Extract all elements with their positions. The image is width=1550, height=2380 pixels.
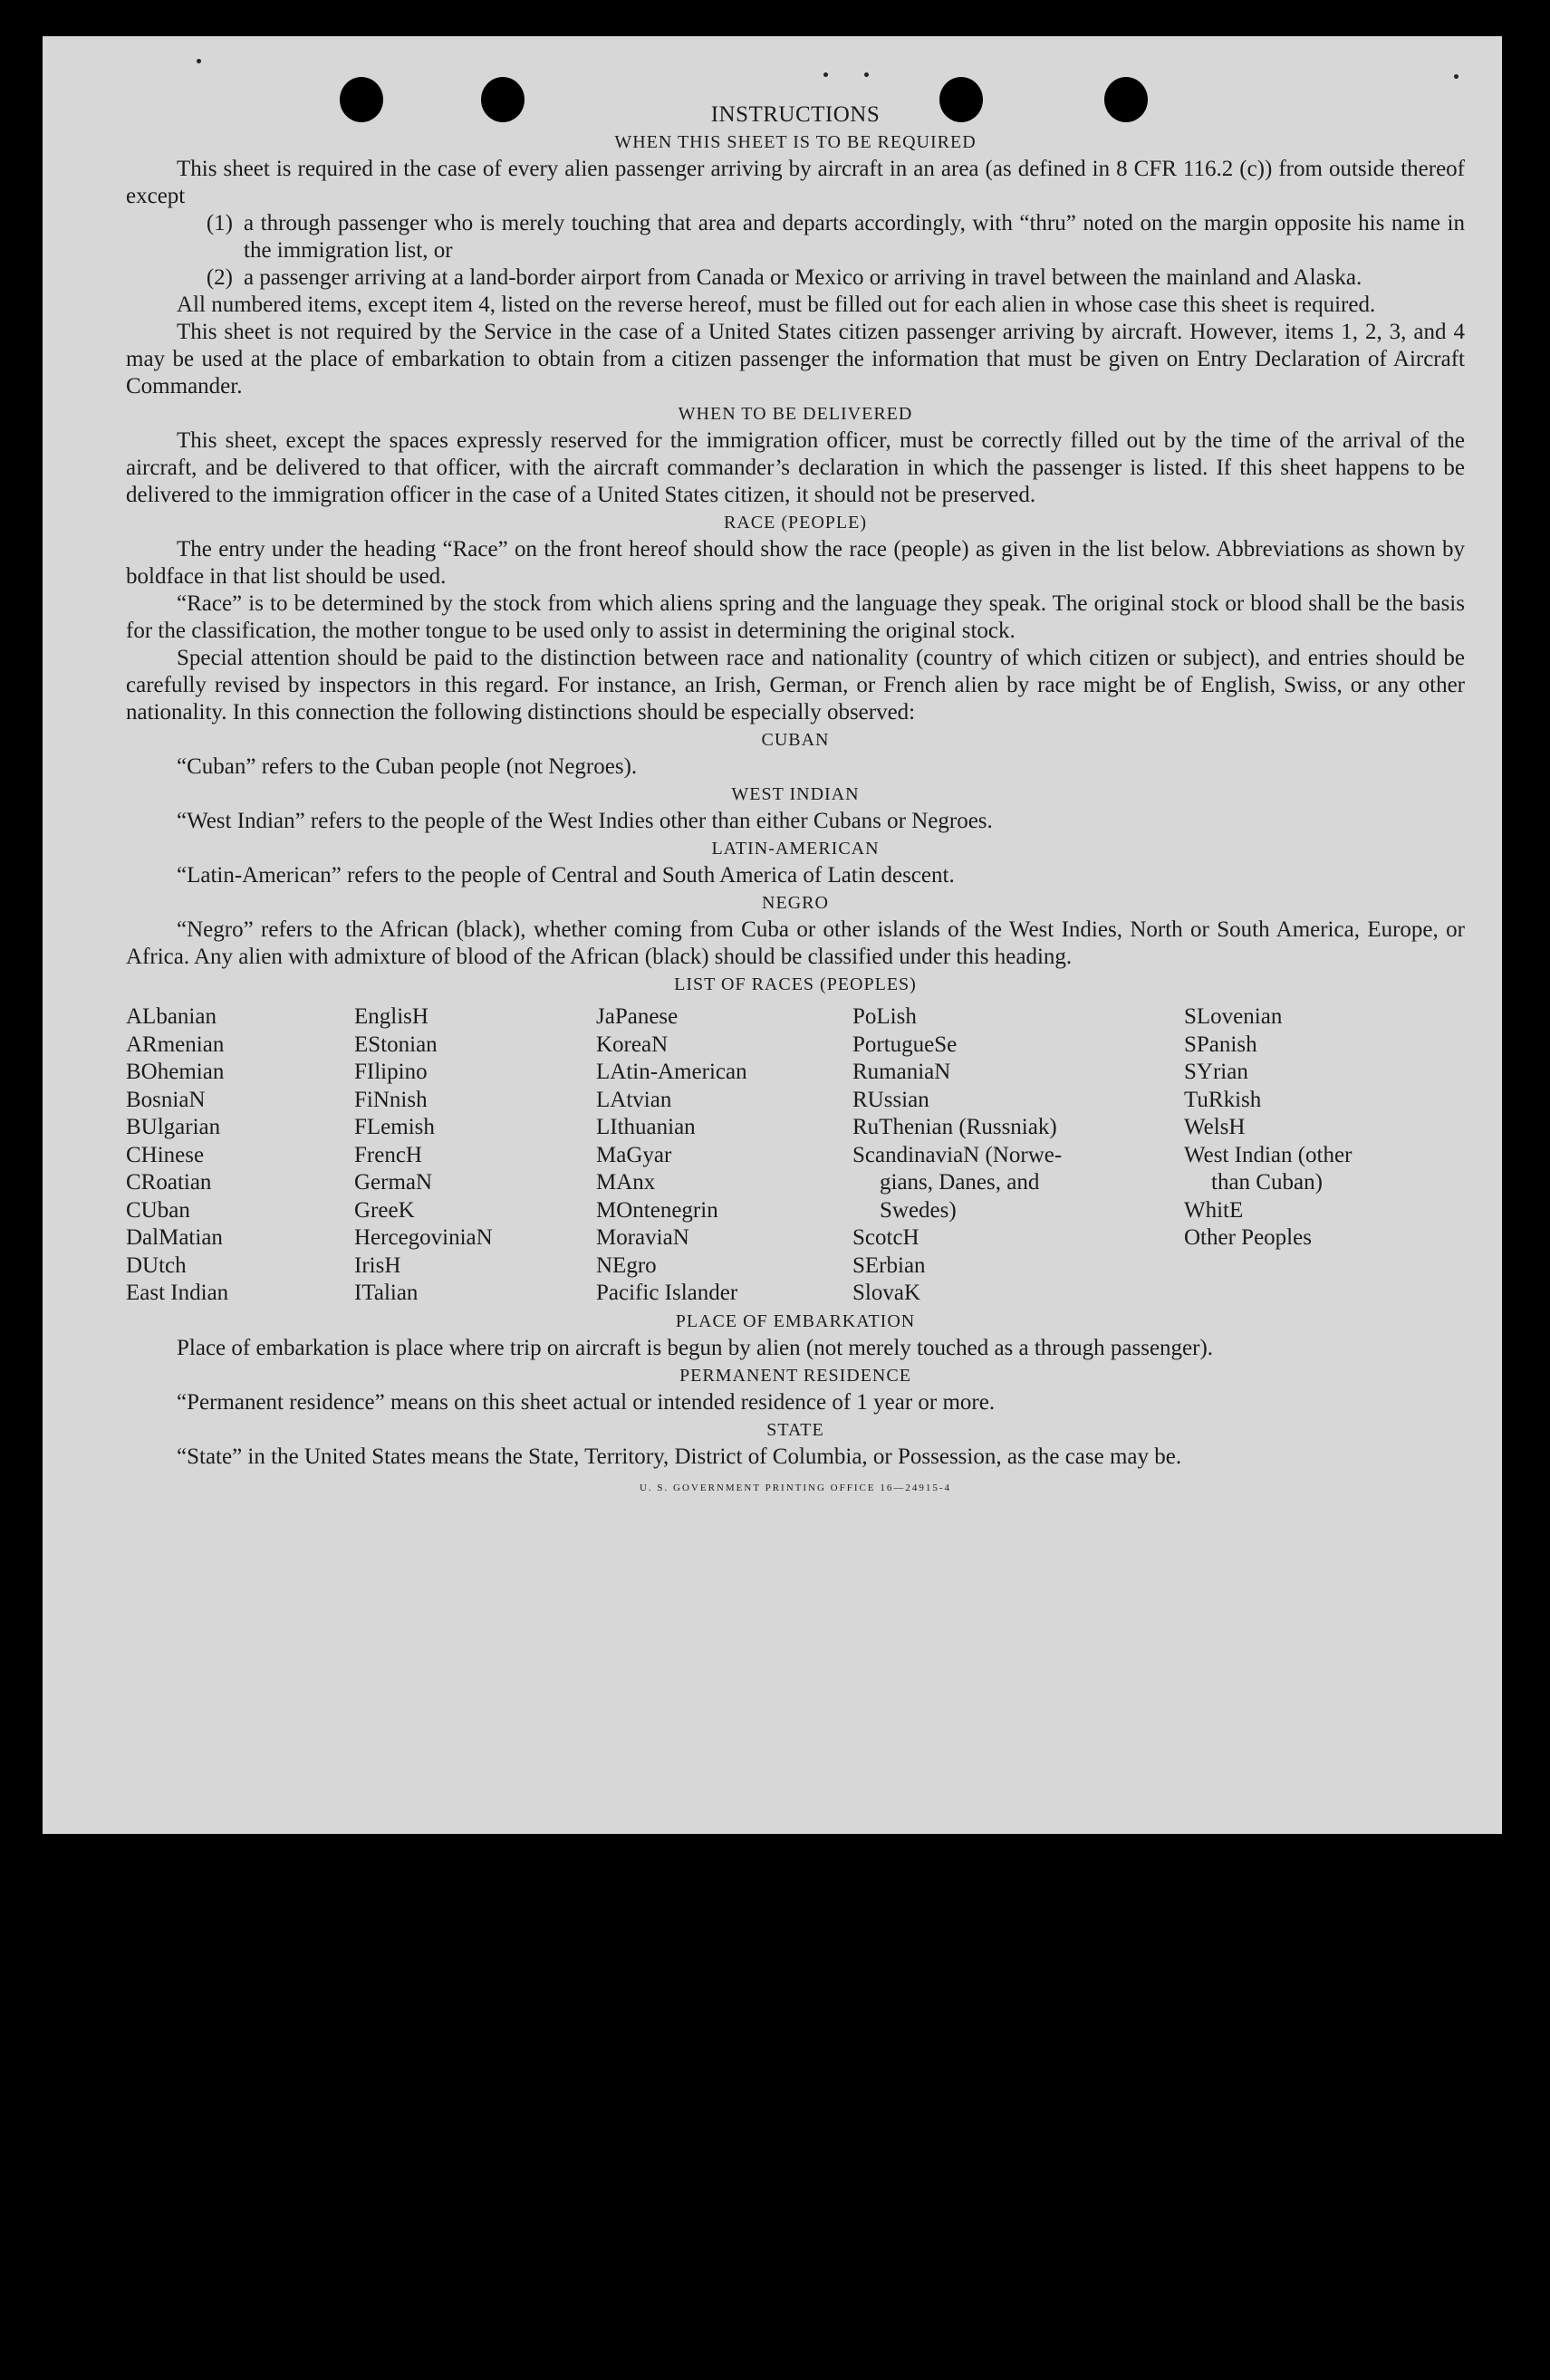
dust-speck [864, 72, 869, 77]
race-entry: PortugueSe [852, 1032, 958, 1057]
race-entry: MOntenegrin [596, 1197, 718, 1223]
race-entry: KoreaN [596, 1032, 669, 1057]
race-entry: WhitE [1184, 1197, 1244, 1223]
race-entry: CHinese [126, 1142, 205, 1167]
paragraph: “Negro” refers to the African (black), whether coming from Cuba or other islands of the West Indies, North or South America, Europe, or Africa. Any alien with admixture of blood of the African (black) should be classified under this heading. [126, 917, 1465, 969]
instructions-body [126, 101, 1465, 1502]
race-entry: FLemish [354, 1115, 435, 1139]
races-column [126, 1003, 354, 1308]
paragraph: Special attention should be paid to the distinction between race and nationality (country of which citizen or subject), and entries should be carefully revised by inspectors in this regard. For instance, an Irish, German, or French alien by race might be of English, Swiss, or any other nationality. In this connection the following distinctions should be especially observed: [126, 646, 1465, 725]
race-entry: DalMatian [126, 1225, 223, 1250]
races-column [596, 1003, 852, 1308]
race-entry: Pacific Islander [596, 1281, 738, 1305]
list-item [126, 210, 1465, 264]
item-text: a through passenger who is merely touching that area and departs accordingly, with “thru” noted on the margin opposite his name in the immigration list, or [244, 211, 1465, 263]
race-entry: LIthuanian [596, 1115, 696, 1139]
race-entry: GermaN [354, 1170, 433, 1195]
race-entry: TuRkish [1184, 1087, 1262, 1112]
heading-place-of-embarkation: PLACE OF EMBARKATION [675, 1310, 916, 1331]
race-entry: Swedes) [880, 1197, 957, 1223]
race-entry: SLovenian [1184, 1004, 1283, 1029]
heading-west-indian: WEST INDIAN [731, 784, 860, 804]
race-entry: RuThenian (Russniak) [852, 1115, 1057, 1139]
heading-state: STATE [766, 1419, 824, 1440]
race-entry: Other Peoples [1184, 1225, 1312, 1250]
races-column [852, 1003, 1184, 1308]
race-entry: SErbian [852, 1252, 926, 1278]
race-entry: MAnx [596, 1170, 656, 1195]
race-entry: ScotcH [852, 1225, 919, 1250]
race-entry: JaPanese [596, 1004, 679, 1029]
races-list [126, 1003, 1465, 1308]
race-entry: LAtin-American [596, 1060, 747, 1084]
paragraph: The entry under the heading “Race” on the front hereof should show the race (people) as given in the list below. Abbreviations as shown by boldface in that list should be used. [126, 537, 1465, 589]
race-entry: FIlipino [354, 1060, 428, 1084]
race-entry: EnglisH [354, 1004, 428, 1029]
race-entry: DUtch [126, 1252, 187, 1278]
race-entry: SlovaK [852, 1281, 920, 1305]
race-entry: BUlgarian [126, 1115, 221, 1139]
page-title: INSTRUCTIONS [710, 102, 881, 127]
paragraph: “West Indian” refers to the people of the West Indies other than either Cubans or Negroes. [177, 809, 993, 833]
race-entry: West Indian (other [1184, 1142, 1353, 1167]
race-entry: NEgro [596, 1252, 657, 1278]
heading-latin-american: LATIN-AMERICAN [711, 839, 880, 859]
race-entry: East Indian [126, 1281, 229, 1305]
race-entry: BOhemian [126, 1060, 225, 1084]
dust-speck [197, 59, 201, 63]
paragraph: “State” in the United States means the State, Territory, District of Columbia, or Possession, as the case may be. [177, 1444, 1182, 1469]
paragraph: “Cuban” refers to the Cuban people (not Negroes). [177, 754, 638, 779]
paragraph: “Permanent residence” means on this sheet actual or intended residence of 1 year or more. [177, 1389, 996, 1415]
race-entry: ITalian [354, 1281, 419, 1305]
race-entry: FiNnish [354, 1087, 428, 1112]
race-entry: MaGyar [596, 1142, 672, 1167]
race-entry: HercegoviniaN [354, 1225, 493, 1250]
item-number: (2) [206, 265, 233, 290]
race-entry: ARmenian [126, 1032, 225, 1057]
race-entry: SYrian [1184, 1060, 1248, 1084]
paragraph: This sheet is not required by the Service in the case of a United States citizen passenger arriving by aircraft. However, items 1, 2, 3, and 4 may be used at the place of embarkation to obtain from a citizen passenger the information that must be given on Entry Declaration of Aircraft Commander. [126, 320, 1465, 398]
paragraph: “Race” is to be determined by the stock from which aliens spring and the language they speak. The original stock or blood shall be the basis for the classification, the mother tongue to be used only to assist in determining the original stock. [126, 591, 1465, 643]
race-entry: WelsH [1184, 1115, 1246, 1139]
paragraph: This sheet is required in the case of every alien passenger arriving by aircraft in an area (as defined in 8 CFR 116.2 (c)) from outside thereof except [126, 157, 1465, 208]
heading-when-required: WHEN THIS SHEET IS TO BE REQUIRED [614, 132, 977, 152]
race-entry: MoraviaN [596, 1225, 689, 1250]
race-entry: IrisH [354, 1252, 401, 1278]
paragraph: “Latin-American” refers to the people of Central and South America of Latin descent. [177, 863, 955, 888]
race-entry: than Cuban) [1211, 1170, 1323, 1195]
paragraph: All numbered items, except item 4, listed on the reverse hereof, must be filled out for each alien in whose case this sheet is required. [177, 293, 1376, 317]
race-entry: PoLish [852, 1004, 917, 1029]
printer-imprint: U. S. GOVERNMENT PRINTING OFFICE 16—24915-4 [639, 1482, 951, 1493]
heading-cuban: CUBAN [761, 730, 830, 750]
race-entry: GreeK [354, 1197, 415, 1223]
race-entry: EStonian [354, 1032, 438, 1057]
race-entry: RUssian [852, 1087, 929, 1112]
heading-race: RACE (PEOPLE) [724, 513, 867, 533]
race-entry: ALbanian [126, 1004, 217, 1029]
race-entry: FrencH [354, 1142, 422, 1167]
races-column [354, 1003, 596, 1308]
race-entry: SPanish [1184, 1032, 1257, 1057]
races-column [1184, 1003, 1456, 1308]
document-page [43, 36, 1502, 1834]
paragraph: Place of embarkation is place where trip on aircraft is begun by alien (not merely touched as a through passenger). [177, 1335, 1214, 1360]
list-item [126, 264, 1465, 292]
heading-permanent-residence: PERMANENT RESIDENCE [679, 1365, 911, 1386]
heading-negro: NEGRO [762, 893, 829, 913]
race-entry: BosniaN [126, 1087, 206, 1112]
item-number: (1) [206, 211, 233, 235]
heading-when-delivered: WHEN TO BE DELIVERED [678, 404, 913, 424]
dust-speck [1454, 74, 1459, 79]
item-text: a passenger arriving at a land-border airport from Canada or Mexico or arriving in travel between the mainland and Alaska. [244, 265, 1362, 290]
race-entry: CRoatian [126, 1170, 212, 1195]
race-entry: ScandinaviaN (Norwe- [852, 1142, 1063, 1167]
race-entry: gians, Danes, and [880, 1170, 1040, 1195]
paragraph: This sheet, except the spaces expressly reserved for the immigration officer, must be correctly filled out by the time of the arrival of the aircraft, and be delivered to that officer, with the aircraft commander’s declaration in which the passenger is listed. If this sheet happens to be delivered to the immigration officer in the case of a United States citizen, it should not be preserved. [126, 428, 1465, 507]
dust-speck [823, 72, 828, 77]
heading-list-of-races: LIST OF RACES (PEOPLES) [674, 974, 917, 994]
race-entry: LAtvian [596, 1087, 672, 1112]
race-entry: RumaniaN [852, 1060, 951, 1084]
race-entry: CUban [126, 1197, 190, 1223]
